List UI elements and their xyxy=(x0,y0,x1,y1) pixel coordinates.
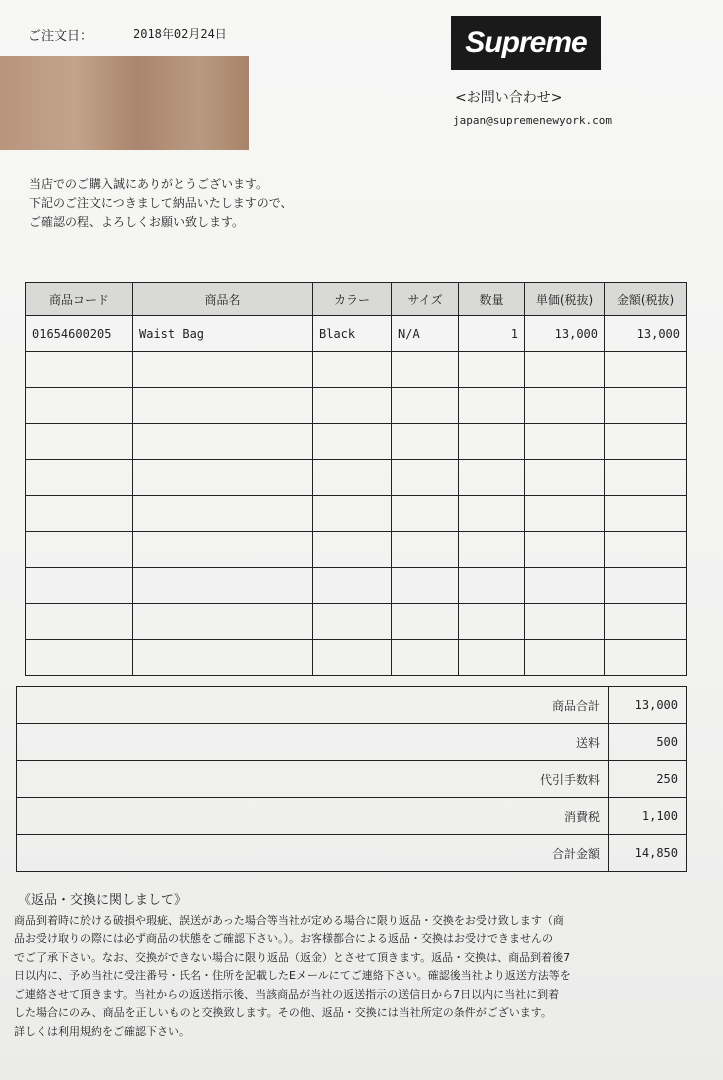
cell-unit-price xyxy=(525,532,605,568)
cell-amount: 13,000 xyxy=(605,316,687,352)
cell-size xyxy=(392,640,459,676)
cell-product-code xyxy=(26,460,133,496)
returns-line: 日以内に、予め当社に受注番号・氏名・住所を記載したEメールにてご連絡下さい。確認後当社より返送方法等を xyxy=(14,969,571,982)
intro-line: 下記のご注文につきまして納品いたしますので、 xyxy=(29,196,293,210)
cell-color xyxy=(313,568,392,604)
cell-color xyxy=(313,640,392,676)
header-color: カラー xyxy=(313,283,392,316)
header-quantity: 数量 xyxy=(459,283,525,316)
total-row xyxy=(17,835,687,872)
cell-product-name xyxy=(133,604,313,640)
cell-product-code xyxy=(26,352,133,388)
header-unit-price: 単価(税抜) xyxy=(525,283,605,316)
order-date-label: ご注文日： xyxy=(28,29,94,44)
table-row xyxy=(26,388,687,424)
cell-color xyxy=(313,532,392,568)
cell-color xyxy=(313,496,392,532)
returns-line: 商品到着時に於ける破損や瑕疵、誤送があった場合等当社が定める場合に限り返品・交換をお受け致します（商 xyxy=(14,913,564,927)
returns-line: でご了承下さい。なお、交換ができない場合に限り返品（返金）とさせて頂きます。返品・交換は、商品到着後7 xyxy=(14,950,571,964)
cell-amount xyxy=(605,424,687,460)
tax-label: 消費税 xyxy=(17,798,609,835)
cell-amount xyxy=(605,388,687,424)
cell-size xyxy=(392,388,459,424)
cell-unit-price xyxy=(525,640,605,676)
intro-message xyxy=(29,175,293,232)
cell-product-name xyxy=(133,352,313,388)
header-product-name: 商品名 xyxy=(133,283,313,316)
cell-product-name xyxy=(133,460,313,496)
table-row xyxy=(26,640,687,676)
table-row xyxy=(26,352,687,388)
cell-product-name: Waist Bag xyxy=(133,316,313,352)
cell-quantity xyxy=(459,388,525,424)
cod-fee-value: 250 xyxy=(609,761,687,798)
cell-quantity xyxy=(459,640,525,676)
cell-product-name xyxy=(133,424,313,460)
supreme-logo: Supreme xyxy=(451,16,601,70)
cell-quantity xyxy=(459,568,525,604)
cell-amount xyxy=(605,496,687,532)
redacted-area xyxy=(0,56,249,150)
cell-color xyxy=(313,424,392,460)
cell-product-name xyxy=(133,532,313,568)
cell-product-name xyxy=(133,388,313,424)
total-row xyxy=(17,798,687,835)
cell-size: N/A xyxy=(392,316,459,352)
header-product-code: 商品コード xyxy=(26,283,133,316)
cell-product-code: 01654600205 xyxy=(26,316,133,352)
cell-size xyxy=(392,496,459,532)
returns-line: 詳しくは利用規約をご確認下さい。 xyxy=(14,1024,190,1038)
cell-size xyxy=(392,532,459,568)
cell-amount xyxy=(605,640,687,676)
cell-unit-price xyxy=(525,352,605,388)
cell-product-code xyxy=(26,424,133,460)
cell-size xyxy=(392,604,459,640)
grand-total-value: 14,850 xyxy=(609,835,687,872)
subtotal-label: 商品合計 xyxy=(17,687,609,724)
table-row xyxy=(26,604,687,640)
cell-unit-price xyxy=(525,568,605,604)
cell-amount xyxy=(605,604,687,640)
cod-fee-label: 代引手数料 xyxy=(17,761,609,798)
cell-quantity: 1 xyxy=(459,316,525,352)
total-row xyxy=(17,761,687,798)
subtotal-value: 13,000 xyxy=(609,687,687,724)
cell-product-code xyxy=(26,532,133,568)
returns-title: 《返品・交換に関しまして》 xyxy=(18,893,188,908)
table-row xyxy=(26,460,687,496)
cell-quantity xyxy=(459,424,525,460)
returns-line: した場合にのみ、商品を正しいものと交換致します。その他、返品・交換には当社所定の条件がございます。 xyxy=(14,1006,552,1019)
cell-unit-price xyxy=(525,388,605,424)
contact-email: japan@supremenewyork.com xyxy=(453,114,612,127)
cell-unit-price xyxy=(525,424,605,460)
shipping-label: 送料 xyxy=(17,724,609,761)
table-row xyxy=(26,568,687,604)
cell-product-code xyxy=(26,604,133,640)
tax-value: 1,100 xyxy=(609,798,687,835)
intro-line: ご確認の程、よろしくお願い致します。 xyxy=(29,215,245,229)
cell-product-name xyxy=(133,496,313,532)
returns-line: 品お受け取りの際には必ず商品の状態をご確認下さい。）。お客様都合による返品・交換はお受けできませんの xyxy=(14,932,553,945)
cell-size xyxy=(392,568,459,604)
cell-unit-price xyxy=(525,604,605,640)
cell-quantity xyxy=(459,352,525,388)
cell-size xyxy=(392,424,459,460)
cell-unit-price: 13,000 xyxy=(525,316,605,352)
cell-quantity xyxy=(459,460,525,496)
cell-color xyxy=(313,352,392,388)
contact-title: <お問い合わせ> xyxy=(455,90,563,106)
cell-product-code xyxy=(26,496,133,532)
cell-product-code xyxy=(26,388,133,424)
cell-size xyxy=(392,352,459,388)
cell-quantity xyxy=(459,532,525,568)
cell-product-name xyxy=(133,568,313,604)
total-row xyxy=(17,687,687,724)
header-amount: 金額(税抜) xyxy=(605,283,687,316)
cell-amount xyxy=(605,532,687,568)
items-table xyxy=(25,282,687,676)
cell-quantity xyxy=(459,604,525,640)
cell-product-code xyxy=(26,568,133,604)
header-size: サイズ xyxy=(392,283,459,316)
grand-total-label: 合計金額 xyxy=(17,835,609,872)
returns-policy xyxy=(14,892,704,1041)
table-row xyxy=(26,316,687,352)
table-header-row xyxy=(26,283,687,316)
table-row xyxy=(26,532,687,568)
cell-unit-price xyxy=(525,460,605,496)
shipping-value: 500 xyxy=(609,724,687,761)
cell-amount xyxy=(605,568,687,604)
cell-color xyxy=(313,460,392,496)
cell-color: Black xyxy=(313,316,392,352)
intro-line: 当店でのご購入誠にありがとうございます。 xyxy=(29,177,269,191)
table-row xyxy=(26,424,687,460)
totals-table xyxy=(16,686,687,872)
cell-unit-price xyxy=(525,496,605,532)
returns-line: ご連絡させて頂きます。当社からの返送指示後、当該商品が当社の返送指示の送信日から7日以内に当社に到着 xyxy=(14,987,560,1001)
cell-quantity xyxy=(459,496,525,532)
total-row xyxy=(17,724,687,761)
cell-size xyxy=(392,460,459,496)
order-date-value: 2018年02月24日 xyxy=(133,27,227,41)
table-row xyxy=(26,496,687,532)
cell-amount xyxy=(605,352,687,388)
cell-color xyxy=(313,388,392,424)
cell-amount xyxy=(605,460,687,496)
cell-color xyxy=(313,604,392,640)
cell-product-name xyxy=(133,640,313,676)
cell-product-code xyxy=(26,640,133,676)
